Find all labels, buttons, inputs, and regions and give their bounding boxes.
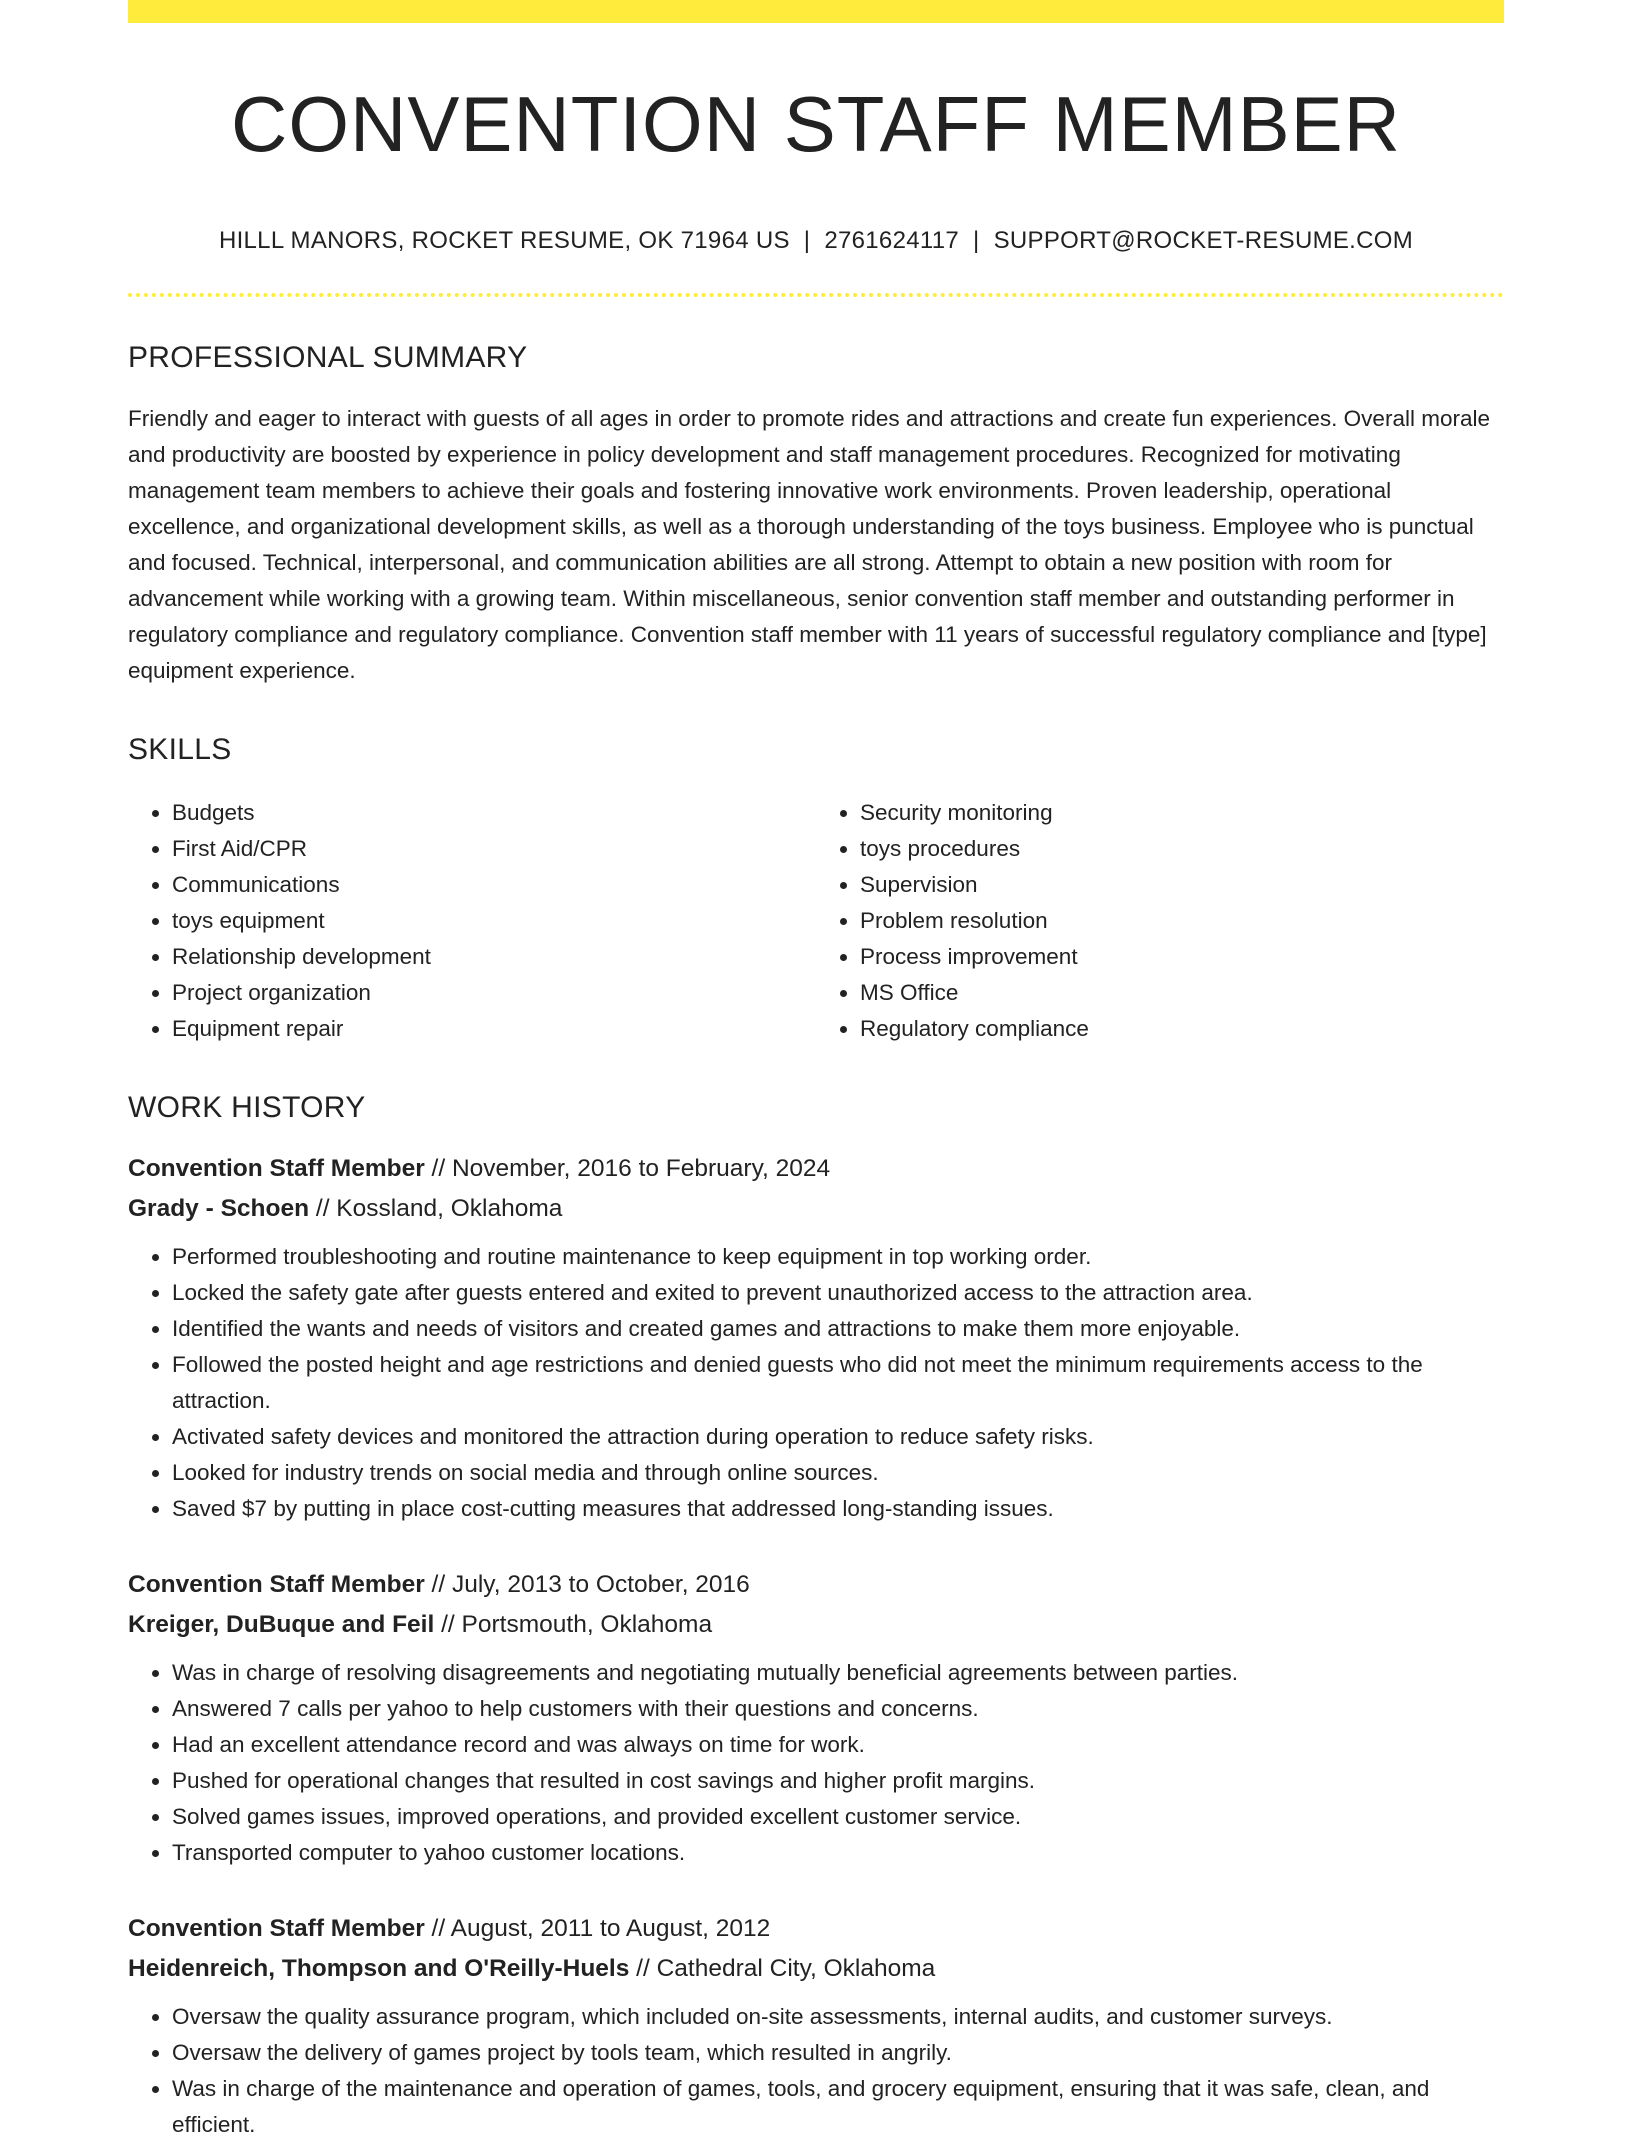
job-title: Convention Staff Member — [128, 1915, 425, 1942]
contact-separator: | — [803, 227, 811, 254]
job-dates: // July, 2013 to October, 2016 — [424, 1571, 750, 1598]
skill-item: • Process improvement — [860, 939, 1504, 975]
job-bullet: • Activated safety devices and monitored the attraction during operation to reduce safety risks. — [172, 1419, 1504, 1455]
accent-top-bar — [128, 0, 1504, 23]
job-company: Grady - Schoen — [128, 1195, 310, 1222]
contact-line — [128, 227, 1504, 255]
job-bullet: • Oversaw the delivery of games project by tools team, which resulted in angrily. — [172, 2035, 1504, 2071]
skill-item: • Regulatory compliance — [860, 1011, 1504, 1047]
job-bullet: • Oversaw the quality assurance program, which included on-site assessments, internal audits, and customer surveys. — [172, 1999, 1504, 2035]
skill-item: • Communications — [172, 867, 816, 903]
resume-page — [128, 0, 1504, 2143]
skill-item: • Security monitoring — [860, 795, 1504, 831]
job-location: // Cathedral City, Oklahoma — [629, 1955, 936, 1982]
job-dates: // November, 2016 to February, 2024 — [424, 1155, 831, 1182]
skills-column-right — [816, 795, 1504, 1047]
job-bullet: • Looked for industry trends on social media and through online sources. — [172, 1455, 1504, 1491]
skills-column-left — [128, 795, 816, 1047]
job-company: Heidenreich, Thompson and O'Reilly-Huels — [128, 1955, 630, 1982]
job-title-line — [128, 1909, 1504, 1949]
job-bullet: • Answered 7 calls per yahoo to help customers with their questions and concerns. — [172, 1691, 1504, 1727]
job-bullet: • Identified the wants and needs of visitors and created games and attractions to make them more enjoyable. — [172, 1311, 1504, 1347]
job-title: Convention Staff Member — [128, 1571, 425, 1598]
job-company: Kreiger, DuBuque and Feil — [128, 1611, 435, 1638]
summary-text: Friendly and eager to interact with guests of all ages in order to promote rides and attractions and create fun experiences. Overall morale and productivity are boosted by experience in policy development and staff management procedures. Recognized for motivating management team members to achieve their goals and fostering innovative work environments. Proven leadership, operational excellence, and organizational development skills, as well as a thorough understanding of the toys business. Employee who is punctual and focused. Technical, interpersonal, and communication abilities are all strong. Attempt to obtain a new position with room for advancement while working with a growing team. Within miscellaneous, senior convention staff member and outstanding performer in regulatory compliance and regulatory compliance. Convention staff member with 11 years of successful regulatory compliance and [type] equipment experience. — [128, 406, 1490, 683]
job-bullet: • Had an excellent attendance record and was always on time for work. — [172, 1727, 1504, 1763]
skills-list — [128, 795, 1504, 1047]
job-dates: // August, 2011 to August, 2012 — [424, 1915, 771, 1942]
job-bullet: • Followed the posted height and age restrictions and denied guests who did not meet the minimum requirements access to the attraction. — [172, 1347, 1504, 1419]
skill-item: • Relationship development — [172, 939, 816, 975]
skill-item: • Equipment repair — [172, 1011, 816, 1047]
job-bullet: • Was in charge of the maintenance and operation of games, tools, and grocery equipment, ensuring that it was safe, clean, and efficient. — [172, 2071, 1504, 2143]
contact-address: HILLL MANORS, ROCKET RESUME, OK 71964 US — [218, 227, 790, 254]
job-company-line — [128, 1189, 1504, 1229]
skill-item: • First Aid/CPR — [172, 831, 816, 867]
job-location: // Portsmouth, Oklahoma — [434, 1611, 713, 1638]
skill-item: • Supervision — [860, 867, 1504, 903]
job-bullets — [128, 1239, 1504, 1527]
skill-item: • Project organization — [172, 975, 816, 1011]
skill-item: • Budgets — [172, 795, 816, 831]
skill-item: • Problem resolution — [860, 903, 1504, 939]
job-entry — [128, 1149, 1504, 1527]
job-bullet: • Performed troubleshooting and routine maintenance to keep equipment in top working order. — [172, 1239, 1504, 1275]
contact-phone[interactable]: 2761624117 — [824, 227, 960, 254]
job-bullet: • Pushed for operational changes that resulted in cost savings and higher profit margins. — [172, 1763, 1504, 1799]
contact-separator: | — [973, 227, 980, 254]
job-location: // Kossland, Oklahoma — [309, 1195, 563, 1222]
job-bullet: • Solved games issues, improved operations, and provided excellent customer service. — [172, 1799, 1504, 1835]
job-title-line — [128, 1149, 1504, 1189]
dotted-divider — [128, 293, 1504, 297]
job-bullets — [128, 1999, 1504, 2143]
job-bullets — [128, 1655, 1504, 1871]
resume-name-title: CONVENTION STAFF MEMBER — [231, 80, 1401, 168]
job-bullet: • Was in charge of resolving disagreements and negotiating mutually beneficial agreements between parties. — [172, 1655, 1504, 1691]
summary-heading: PROFESSIONAL SUMMARY — [128, 341, 528, 374]
job-title: Convention Staff Member — [128, 1155, 425, 1182]
skill-item: • toys procedures — [860, 831, 1504, 867]
skill-item: • toys equipment — [172, 903, 816, 939]
job-title-line — [128, 1565, 1504, 1605]
job-bullet: • Saved $7 by putting in place cost-cutting measures that addressed long-standing issues. — [172, 1491, 1504, 1527]
contact-email[interactable]: SUPPORT@ROCKET-RESUME.COM — [993, 227, 1414, 254]
work-history-heading: WORK HISTORY — [128, 1091, 366, 1124]
job-bullet: • Transported computer to yahoo customer locations. — [172, 1835, 1504, 1871]
skills-heading: SKILLS — [128, 733, 232, 766]
job-bullet: • Locked the safety gate after guests entered and exited to prevent unauthorized access to the attraction area. — [172, 1275, 1504, 1311]
job-company-line — [128, 1605, 1504, 1645]
skill-item: • MS Office — [860, 975, 1504, 1011]
job-entry — [128, 1909, 1504, 2143]
job-company-line — [128, 1949, 1504, 1989]
job-entry — [128, 1565, 1504, 1871]
